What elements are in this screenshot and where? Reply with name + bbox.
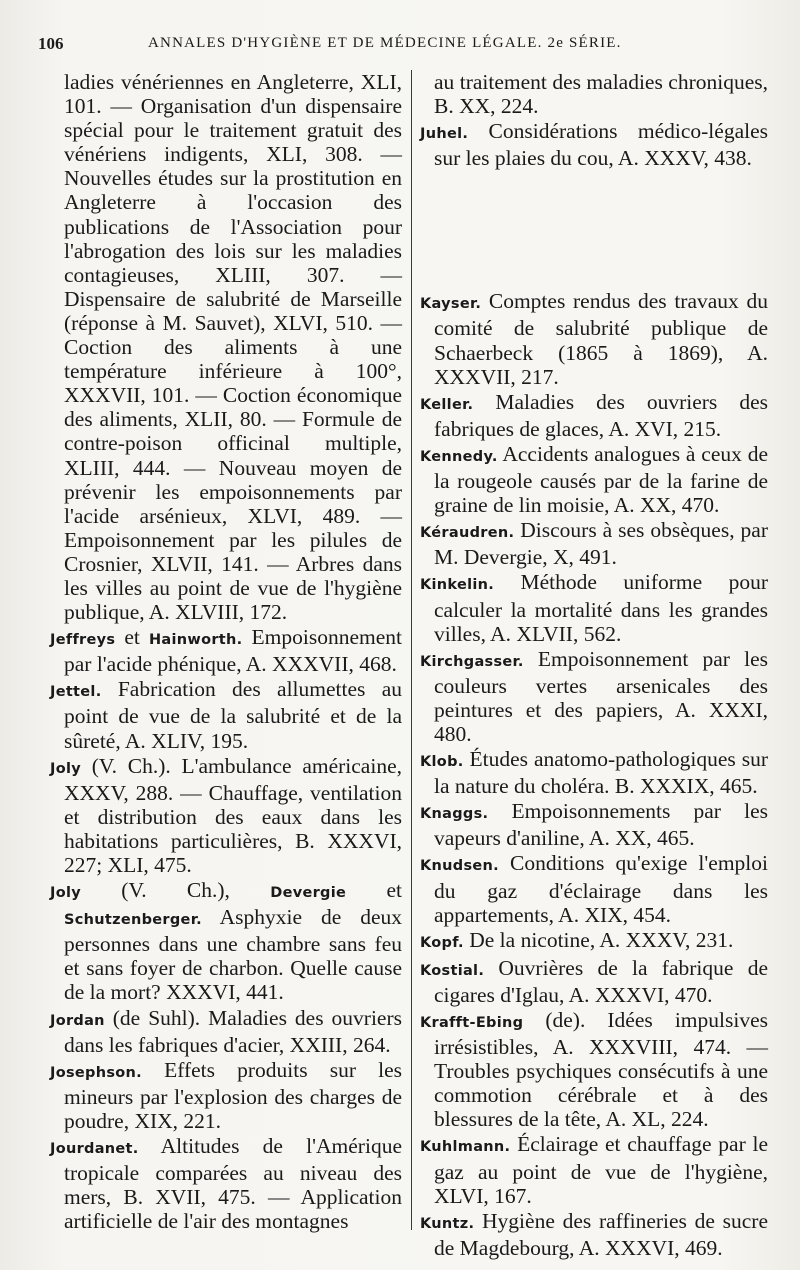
entry-text: Altitudes de l'Amérique tropicale comparées au niveau des mers, B. XVII, 475. — Application artificielle de l'air des montagnes: [64, 1134, 402, 1234]
index-entry: [50, 677, 402, 752]
entry-text: (de). Idées impulsives irrésistibles, A. XXXVIII, 474. — Troubles psychiques consécutifs à une commotion cérébrale et à des blessures de la tête, A. XL, 224.: [434, 1008, 768, 1132]
entry-text: Discours à ses obsèques, par M. Devergie, X, 491.: [434, 518, 768, 570]
author-name: Schutzenberger.: [64, 912, 202, 929]
entry-text: Empoisonnement par l'acide phénique, A. XXXVII, 468.: [64, 625, 402, 677]
author-name: Kirchgasser.: [420, 653, 524, 670]
author-name: Joly: [50, 760, 81, 777]
index-entry: [420, 570, 768, 645]
author-name: Kopf.: [420, 934, 464, 951]
author-name: Knudsen.: [420, 858, 499, 875]
entry-text: De la nicotine, A. XXXV, 231.: [463, 927, 734, 952]
author-name: Jettel.: [50, 684, 102, 701]
author-name: Klob.: [420, 754, 464, 771]
index-entry: [420, 518, 768, 569]
entry-text: Conditions qu'exige l'emploi du gaz d'éclairage dans les appartements, A. XIX, 454.: [434, 851, 768, 927]
column-gap: [420, 171, 768, 289]
author-name: Krafft-Ebing: [420, 1015, 524, 1031]
author-name: Kayser.: [420, 296, 482, 313]
author-name: Kennedy.: [420, 448, 498, 465]
author-name: Hainworth.: [148, 632, 243, 649]
entry-text: (V. Ch.),: [80, 878, 271, 903]
entry-text: et: [346, 878, 402, 903]
author-name: Knaggs.: [420, 806, 489, 823]
entry-text: Fabrication des allumettes au point de vue de la salubrité et de la sûreté, A. XLIV, 195.: [64, 677, 402, 753]
index-entry: [420, 799, 768, 850]
author-name: Kéraudren.: [420, 525, 515, 542]
index-entry: [420, 956, 768, 1007]
index-entry: [420, 1008, 768, 1131]
index-entry: [50, 625, 402, 676]
author-name: Devergie: [270, 885, 347, 902]
entry-text: Éclairage et chauffage par le gaz au point de vue de l'hygiène, XLVI, 167.: [434, 1132, 768, 1208]
index-entry: [420, 119, 768, 170]
index-entry: [420, 1132, 768, 1207]
entry-text: Maladies des ouvriers des fabriques de glaces, A. XVI, 215.: [434, 389, 768, 441]
page-header: [38, 34, 770, 60]
index-entry: [50, 878, 402, 1004]
column-divider: [411, 70, 412, 1230]
index-entry: [50, 754, 402, 877]
author-name: Kinkelin.: [420, 577, 495, 594]
index-entry: [50, 1058, 402, 1133]
author-name: Juhel.: [420, 126, 469, 143]
entry-text: Empoisonnement par les couleurs vertes arsenicales des peintures et des papiers, A. XXXI, 480.: [434, 646, 768, 746]
index-entry: [420, 647, 768, 746]
author-name: Josephson.: [50, 1064, 142, 1081]
author-name: Keller.: [420, 396, 474, 413]
index-entry: [50, 1134, 402, 1233]
entry-text: Méthode uniforme pour calculer la mortalité dans les grandes villes, A. XLVII, 562.: [434, 570, 768, 646]
entry-text: Asphyxie de deux personnes dans une chambre sans feu et sans foyer de charbon. Quelle cause de la mort? XXXVI, 441.: [64, 905, 402, 1005]
entry-text: Comptes rendus des travaux du comité de salubrité publique de Schaerbeck (1865 à 1869), A. XXXVII, 217.: [434, 289, 768, 389]
entry-text: Études anatomo-pathologiques sur la nature du choléra. B. XXXIX, 465.: [434, 747, 768, 799]
index-entry: [420, 928, 768, 955]
author-name: Jourdanet.: [50, 1141, 139, 1158]
index-entry: [420, 851, 768, 926]
index-entry: [420, 390, 768, 441]
author-name: Kuntz.: [420, 1215, 475, 1232]
index-entry-continuation: au traitement des maladies chroniques, B. XX, 224.: [434, 70, 768, 119]
author-name: Jordan: [50, 1012, 105, 1029]
left-column: [50, 70, 402, 1234]
author-name: Kuhlmann.: [420, 1139, 511, 1156]
entry-text: Accidents analogues à ceux de la rougeole causés par de la farine de graine de lin moisie, A. XX, 470.: [434, 441, 768, 518]
entry-text: Empoisonnements par les vapeurs d'aniline, A. XX, 465.: [434, 799, 768, 851]
right-column: [420, 70, 768, 1261]
entry-text: Considérations médico-légales sur les plaies du cou, A. XXXV, 438.: [434, 119, 768, 171]
entry-text: (V. Ch.). L'ambulance américaine, XXXV, 288. — Chauffage, ventilation et distribution des eaux dans les habitations particulières, B. XXXVI, 227; XLI, 475.: [64, 753, 402, 877]
entry-text: et: [115, 625, 149, 650]
index-entry: [420, 289, 768, 388]
entry-text: Ouvrières de la fabrique de cigares d'Iglau, A. XXXVI, 470.: [434, 955, 768, 1007]
author-name: Jeffreys: [50, 632, 116, 649]
index-entry: [420, 747, 768, 798]
author-name: Kostial.: [420, 962, 485, 979]
author-name: Joly: [50, 885, 81, 902]
index-entry: [420, 442, 768, 517]
index-entry: [420, 1209, 768, 1260]
page-number: 106: [38, 34, 64, 53]
entry-text: Hygiène des raffineries de sucre de Magdebourg, A. XXXVI, 469.: [434, 1208, 768, 1260]
index-entry-continuation: ladies vénériennes en Angleterre, XLI, 101. — Organisation d'un dispensaire spécial pour le traitement gratuit des vénériens indigents, XLI, 308. — Nouvelles études sur la prostitution en Angleterre à l'occasion des publications de l'Association pour l'abrogation des lois sur les maladies contagieuses, XLIII, 307. — Dispensaire de salubrité de Marseille (réponse à M. Sauvet), XLVI, 510. — Coction des aliments à une température inférieure à 100°, XXXVII, 101. — Coction économique des aliments, XLII, 80. — Formule de contre-poison officinal multiple, XLIII, 444. — Nouveau moyen de prévenir les empoisonnements par l'acide arsénieux, XLVI, 489. — Empoisonnement par les pilules de Crosnier, XLVII, 141. — Arbres dans les villes au point de vue de l'hygiène publique, A. XLVIII, 172.: [64, 70, 402, 625]
index-entry: [50, 1006, 402, 1057]
entry-text: Effets produits sur les mineurs par l'explosion des charges de poudre, XIX, 221.: [64, 1057, 402, 1133]
entry-text: (de Suhl). Maladies des ouvriers dans les fabriques d'acier, XXIII, 264.: [64, 1005, 402, 1057]
running-title: ANNALES D'HYGIÈNE ET DE MÉDECINE LÉGALE. 2e SÉRIE.: [148, 35, 622, 51]
